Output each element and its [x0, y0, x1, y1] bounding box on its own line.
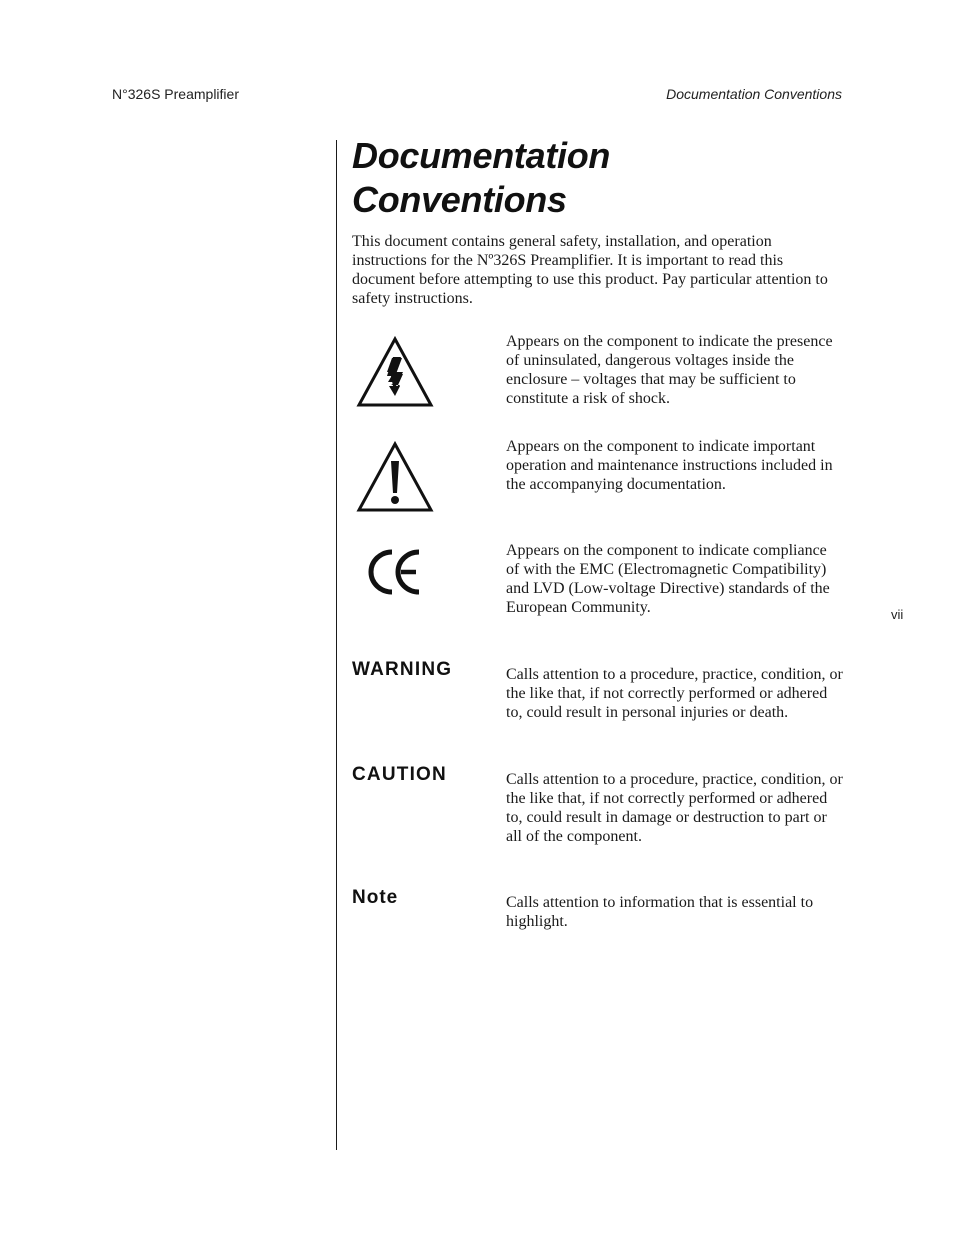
caution-label: CAUTION	[352, 764, 447, 785]
convention-text: Calls attention to a procedure, practice, condition, or the like that, if not correctly performed or adhered to, could result in damage or destruction to part or all of the component.	[506, 771, 843, 845]
running-header-left: N°326S Preamplifier	[112, 86, 239, 102]
convention-text: Appears on the component to indicate the presence of uninsulated, dangerous voltages inside the enclosure – voltages that may be sufficient to constitute a risk of shock.	[506, 333, 833, 407]
main-content	[352, 134, 844, 308]
note-label: Note	[352, 887, 399, 908]
intro-paragraph: This document contains general safety, installation, and operation instructions for the Nº326S Preamplifier. It is important to read this document before attempting to use this product. Pay particular attention to safety instructions.	[352, 233, 828, 307]
running-header-right: Documentation Conventions	[666, 86, 842, 102]
lightning-warning-icon	[356, 336, 506, 408]
warning-label: WARNING	[352, 659, 453, 680]
vertical-rule	[336, 140, 337, 1150]
convention-text: Calls attention to a procedure, practice, condition, or the like that, if not correctly performed or adhered to, could result in personal injuries or death.	[506, 666, 843, 721]
page-number: vii	[891, 607, 904, 622]
ce-mark-icon	[368, 547, 518, 597]
convention-text: Calls attention to information that is essential to highlight.	[506, 894, 814, 930]
page-title	[352, 134, 844, 222]
page-title-line-2: Conventions	[352, 179, 567, 220]
exclamation-warning-icon	[356, 441, 506, 513]
convention-text: Appears on the component to indicate compliance of with the EMC (Electromagnetic Compatibility) and LVD (Low-voltage Directive) standards of the European Community.	[506, 542, 830, 616]
convention-text: Appears on the component to indicate important operation and maintenance instructions included in the accompanying documentation.	[506, 438, 833, 493]
page-title-line-1: Documentation	[352, 135, 611, 176]
